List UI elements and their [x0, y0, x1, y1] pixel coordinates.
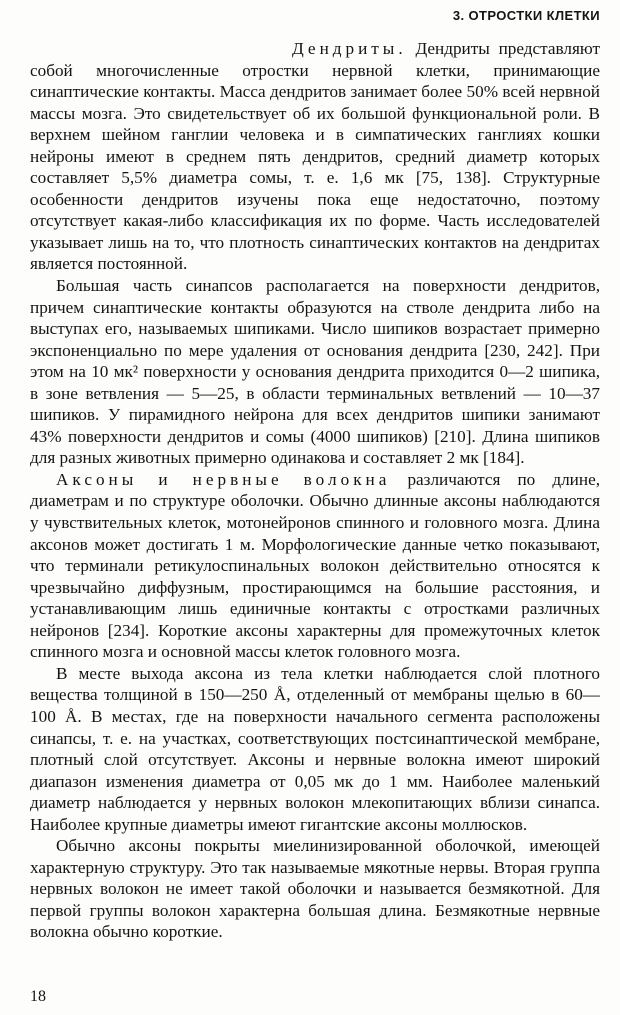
- paragraph-axon-hillock: [30, 663, 600, 835]
- page-number: 18: [30, 988, 46, 1005]
- paragraph-myelin: [30, 835, 600, 943]
- run-in-heading-axons: Аксоны и нервные волокна: [56, 469, 391, 489]
- body-text: [30, 38, 600, 943]
- paragraph-text: Обычно аксоны покрыты миелинизированной оболочкой, имеющей характерную структуру. Это так называемые мякотные нервы. Вторая группа нервных волокон не имеет такой оболочки и называется безмякотной. Для первой группы волокон характерна большая длина. Безмякотные нервные волокна обычно короткие.: [30, 836, 600, 942]
- run-in-heading-dendrites: Дендриты.: [292, 39, 407, 58]
- paragraph-text: Большая часть синапсов располагается на поверхности дендритов, причем синаптические контакты образуются на стволе дендрита либо на выступах его, называемых шипиками. Число шипиков возрастает примерно экспоненциально по мере удаления от основания дендрита [230, 242]. При этом на 10 мк² поверхности у основания дендрита приходится 0—2 шипика, в зоне ветвления — 5—25, в области терминальных ветвлений — 10—37 шипиков. У пирамидного нейрона для всех дендритов шипики занимают 43% поверхности дендритов и сомы (4000 шипиков) [210]. Длина шипиков для разных животных примерно одинакова и составляет 2 мк [184].: [30, 276, 600, 468]
- paragraph-dendrites: [30, 38, 600, 275]
- paragraph-synapses: [30, 275, 600, 469]
- paragraph-text: В месте выхода аксона из тела клетки наблюдается слой плотного вещества толщиной в 150—250 Å, отделенный от мембраны щелью в 60—100 Å. В местах, где на поверхности начального сегмента расположены синапсы, т. е. на участках, соответствующих постсинаптической мембране, плотный слой отсутствует. Аксоны и нервные волокна имеют широкий диапазон изменения диаметра от 0,05 мк до 1 мм. Наиболее маленький диаметр наблюдается у нервных волокон млекопитающих вблизи синапса. Наиболее крупные диаметры имеют гигантские аксоны моллюсков.: [30, 663, 600, 834]
- section-heading: 3. ОТРОСТКИ КЛЕТКИ: [452, 8, 600, 23]
- paragraph-text: различаются по длине, диаметрам и по структуре оболочки. Обычно длинные аксоны наблюдаются у чувствительных клеток, мотонейронов спинного и головного мозга. Длина аксонов может достигать 1 м. Морфологические данные четко показывают, что терминали ретикулоспинальных волокон действительно относятся к чрезвычайно диффузным, простирающимся на большие расстояния, и устанавливающим лишь единичные контакты с отростками различных нейронов [234]. Короткие аксоны характерны для промежуточных клеток спинного мозга и основной массы клеток головного мозга.: [30, 469, 600, 662]
- paragraph-text: Дендриты представляют собой многочисленные отростки нервной клетки, принимающие синаптические контакты. Масса дендритов занимает более 50% всей нервной массы мозга. Это свидетельствует об их большой функциональной роли. В верхнем шейном ганглии человека и в симпатических ганглиях кошки нейроны имеют в среднем пять дендритов, средний диаметр которых составляет 5,5% диаметра сомы, т. е. 1,6 мк [75, 138]. Структурные особенности дендритов изучены пока еще недостаточно, поэтому отсутствует какая-либо классификация их по форме. Часть исследователей указывает лишь на то, что плотность синаптических контактов на дендритах является постоянной.: [30, 39, 600, 274]
- paragraph-axons: [30, 469, 600, 663]
